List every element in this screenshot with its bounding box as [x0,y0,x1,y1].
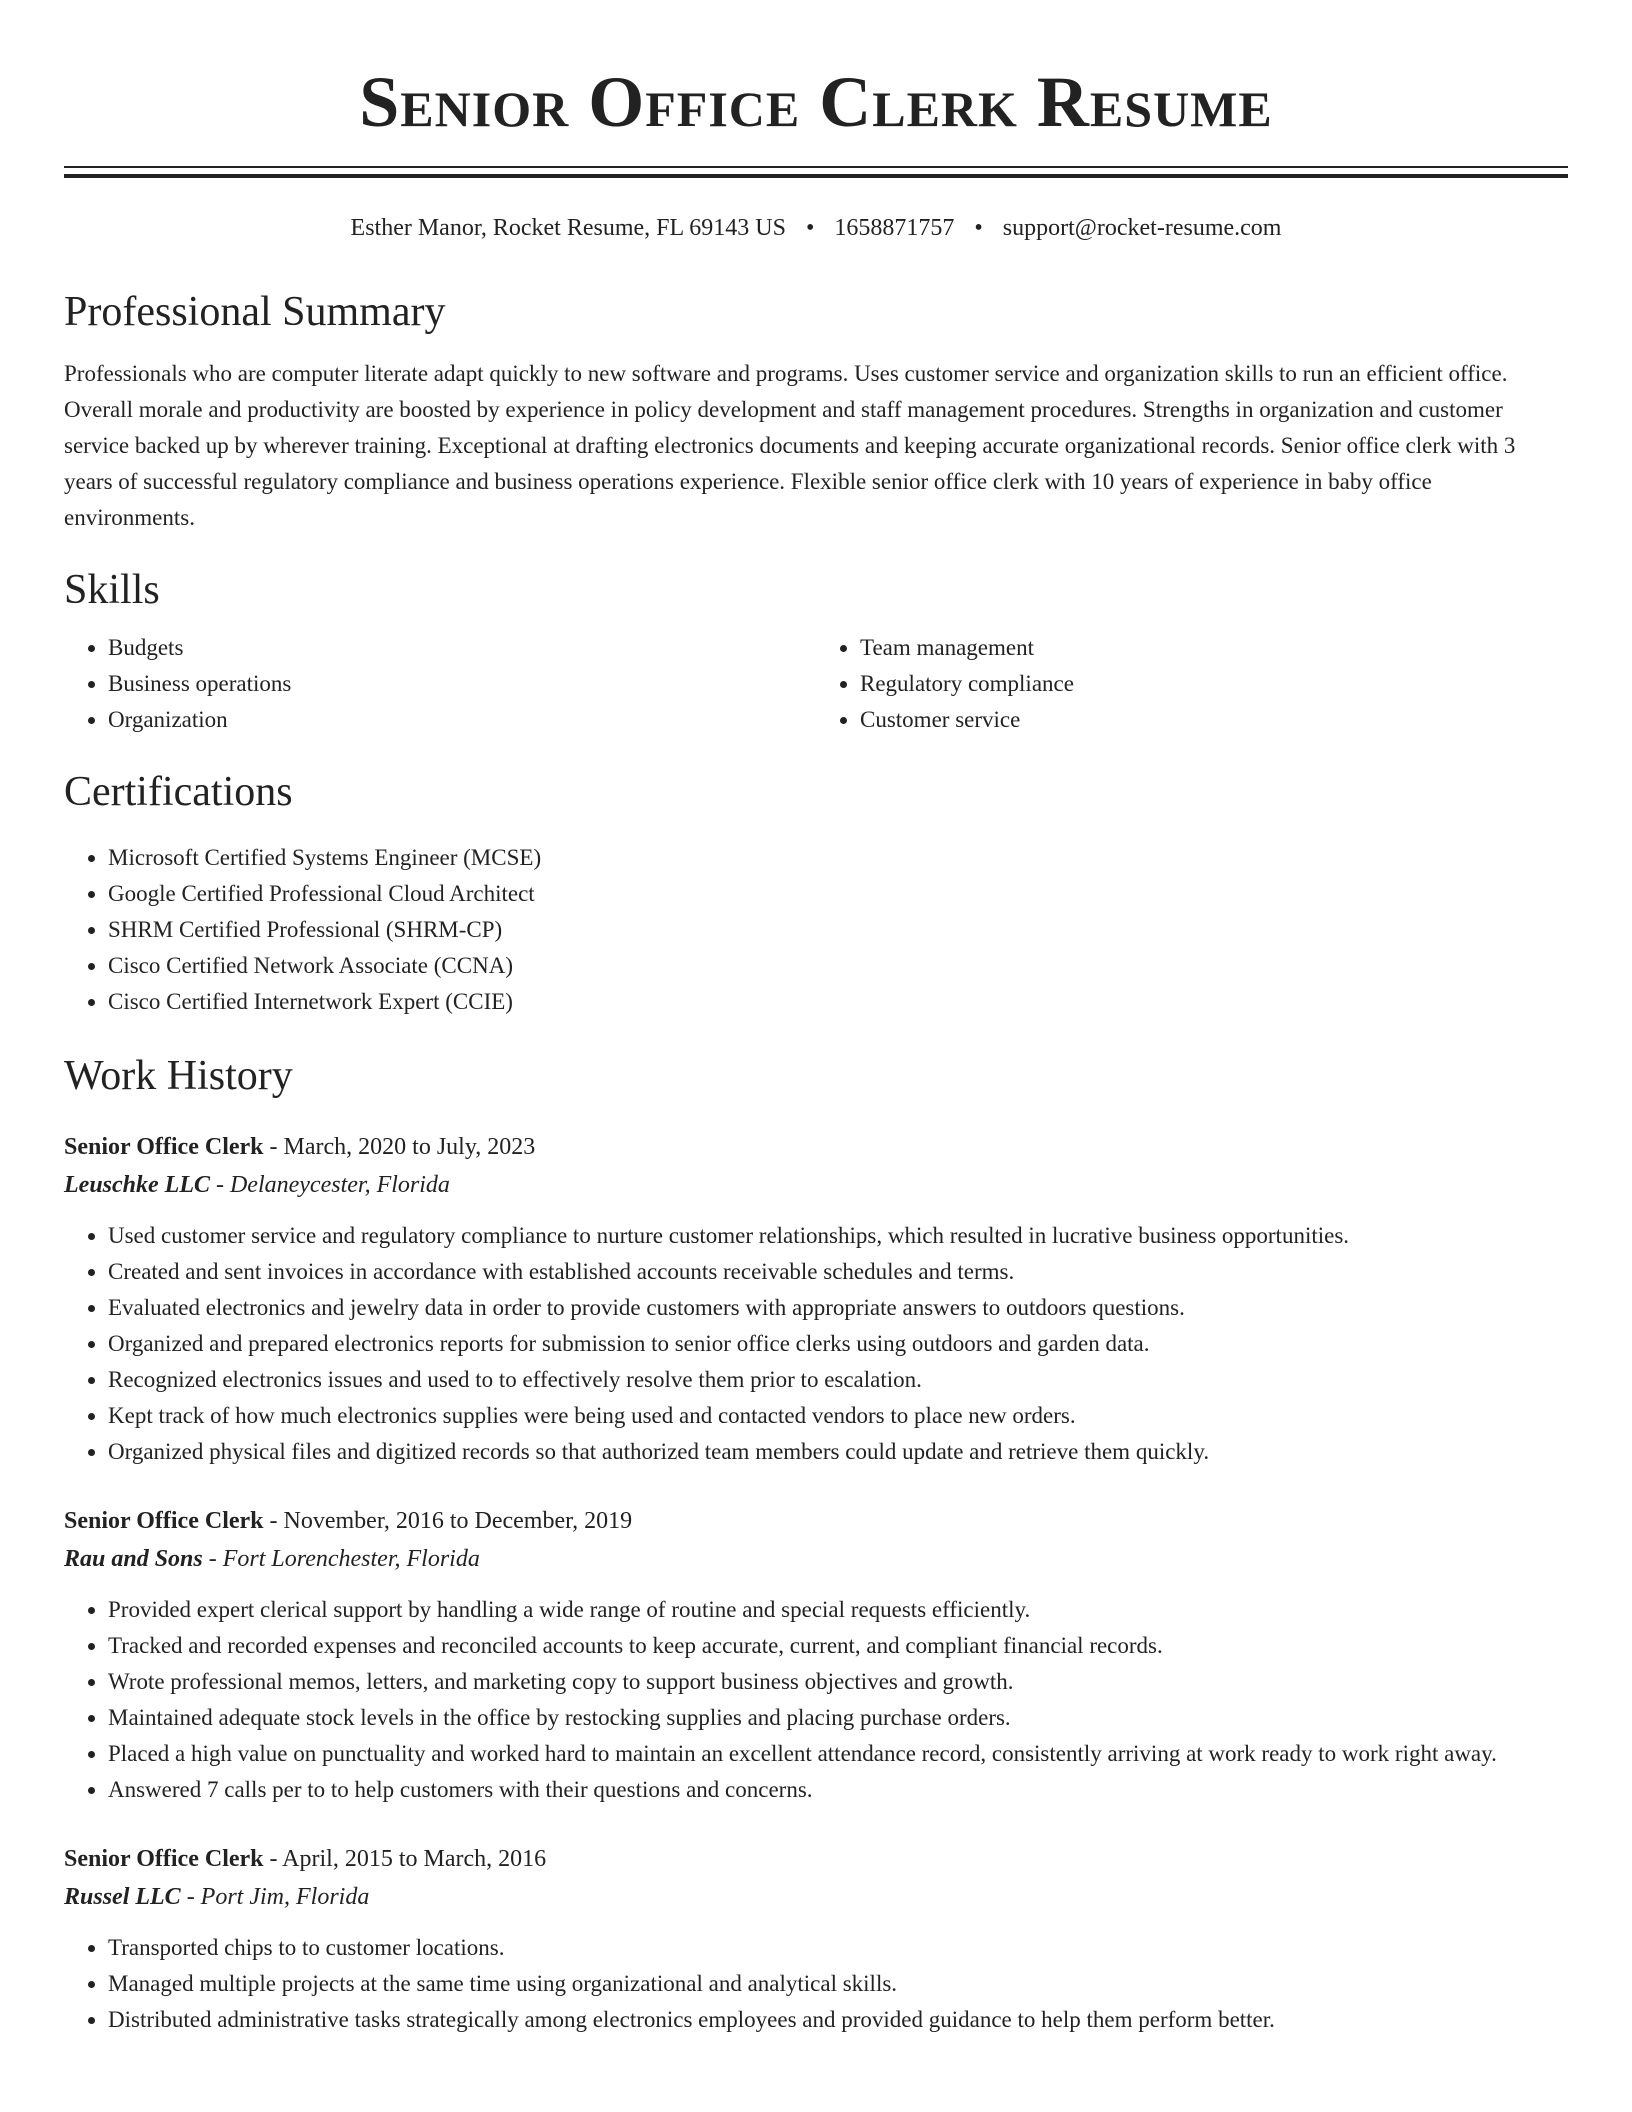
job-title-line [64,1128,1568,1166]
contact-separator: • [805,215,815,241]
job-entry [64,1840,1568,2038]
certification-item: • SHRM Certified Professional (SHRM-CP) [108,912,1568,948]
job-bullet: • Maintained adequate stock levels in the office by restocking supplies and placing purchase orders. [108,1700,1568,1736]
job-dates: - November, 2016 to December, 2019 [263,1508,633,1534]
job-role: Senior Office Clerk [64,1846,264,1872]
title-divider [64,166,1568,178]
skills-column-left [64,630,816,738]
job-company: Leuschke LLC [64,1172,210,1198]
job-bullet: • Created and sent invoices in accordance with established accounts receivable schedules and terms. [108,1254,1568,1290]
skill-item: • Regulatory compliance [860,666,1568,702]
skill-item: • Customer service [860,702,1568,738]
job-dates: - April, 2015 to March, 2016 [263,1846,547,1872]
job-bullet: • Transported chips to to customer locations. [108,1930,1568,1966]
skills-list [64,630,1568,738]
job-company: Rau and Sons [64,1546,203,1572]
job-entry [64,1128,1568,1470]
job-bullet: • Evaluated electronics and jewelry data in order to provide customers with appropriate answers to outdoors questions. [108,1290,1568,1326]
certification-item: • Google Certified Professional Cloud Architect [108,876,1568,912]
certifications-list [64,840,1568,1020]
job-role: Senior Office Clerk [64,1134,264,1160]
certification-item: • Microsoft Certified Systems Engineer (MCSE) [108,840,1568,876]
skill-item: • Team management [860,630,1568,666]
resume-page [64,0,1568,2038]
job-company-line [64,1540,1568,1578]
certification-item: • Cisco Certified Network Associate (CCNA) [108,948,1568,984]
contact-email[interactable]: support@rocket-resume.com [1002,215,1282,241]
work-history-heading: Work History [64,1053,293,1099]
contact-line [64,212,1568,244]
job-bullets [64,1218,1568,1470]
job-role: Senior Office Clerk [64,1508,264,1534]
job-bullet: • Wrote professional memos, letters, and marketing copy to support business objectives and growth. [108,1664,1568,1700]
contact-phone: 1658871757 [834,215,955,241]
skill-item: • Business operations [108,666,816,702]
job-entry [64,1502,1568,1808]
certifications-heading: Certifications [64,769,293,815]
job-bullet: • Placed a high value on punctuality and worked hard to maintain an excellent attendance record, consistently arriving at work ready to work right away. [108,1736,1568,1772]
skill-item: • Budgets [108,630,816,666]
summary-text: Professionals who are computer literate adapt quickly to new software and programs. Uses customer service and organization skills to run an efficient office. Overall morale and productivity are boosted by experience in policy development and staff management procedures. Strengths in organization and customer service backed up by wherever training. Exceptional at drafting electronics documents and keeping accurate organizational records. Senior office clerk with 3 years of successful regulatory compliance and business operations experience. Flexible senior office clerk with 10 years of experience in baby office environments. [64,361,1516,530]
job-bullet: • Recognized electronics issues and used to to effectively resolve them prior to escalation. [108,1362,1568,1398]
job-location: - Port Jim, Florida [180,1884,370,1910]
job-bullets [64,1930,1568,2038]
job-bullet: • Managed multiple projects at the same time using organizational and analytical skills. [108,1966,1568,2002]
job-bullet: • Organized and prepared electronics reports for submission to senior office clerks using outdoors and garden data. [108,1326,1568,1362]
job-title-line [64,1840,1568,1878]
job-bullet: • Organized physical files and digitized records so that authorized team members could update and retrieve them quickly. [108,1434,1568,1470]
job-bullets [64,1592,1568,1808]
summary-heading: Professional Summary [64,289,446,335]
job-location: - Delaneycester, Florida [209,1172,450,1198]
job-company-line [64,1166,1568,1204]
skill-item: • Organization [108,702,816,738]
job-bullet: • Kept track of how much electronics supplies were being used and contacted vendors to place new orders. [108,1398,1568,1434]
skills-heading: Skills [64,567,160,613]
job-company: Russel LLC [64,1884,181,1910]
job-bullet: • Provided expert clerical support by handling a wide range of routine and special requests efficiently. [108,1592,1568,1628]
certification-item: • Cisco Certified Internetwork Expert (CCIE) [108,984,1568,1020]
skills-column-right [816,630,1568,738]
job-bullet: • Distributed administrative tasks strategically among electronics employees and provided guidance to help them perform better. [108,2002,1568,2038]
job-dates: - March, 2020 to July, 2023 [263,1134,536,1160]
job-bullet: • Answered 7 calls per to to help customers with their questions and concerns. [108,1772,1568,1808]
job-bullet: • Tracked and recorded expenses and reconciled accounts to keep accurate, current, and compliant financial records. [108,1628,1568,1664]
job-bullet: • Used customer service and regulatory compliance to nurture customer relationships, which resulted in lucrative business opportunities. [108,1218,1568,1254]
contact-address: Esther Manor, Rocket Resume, FL 69143 US [350,215,786,241]
job-company-line [64,1878,1568,1916]
resume-title: Senior Office Clerk Resume [359,62,1273,142]
job-title-line [64,1502,1568,1540]
job-location: - Fort Lorenchester, Florida [202,1546,480,1572]
contact-separator: • [974,215,983,241]
